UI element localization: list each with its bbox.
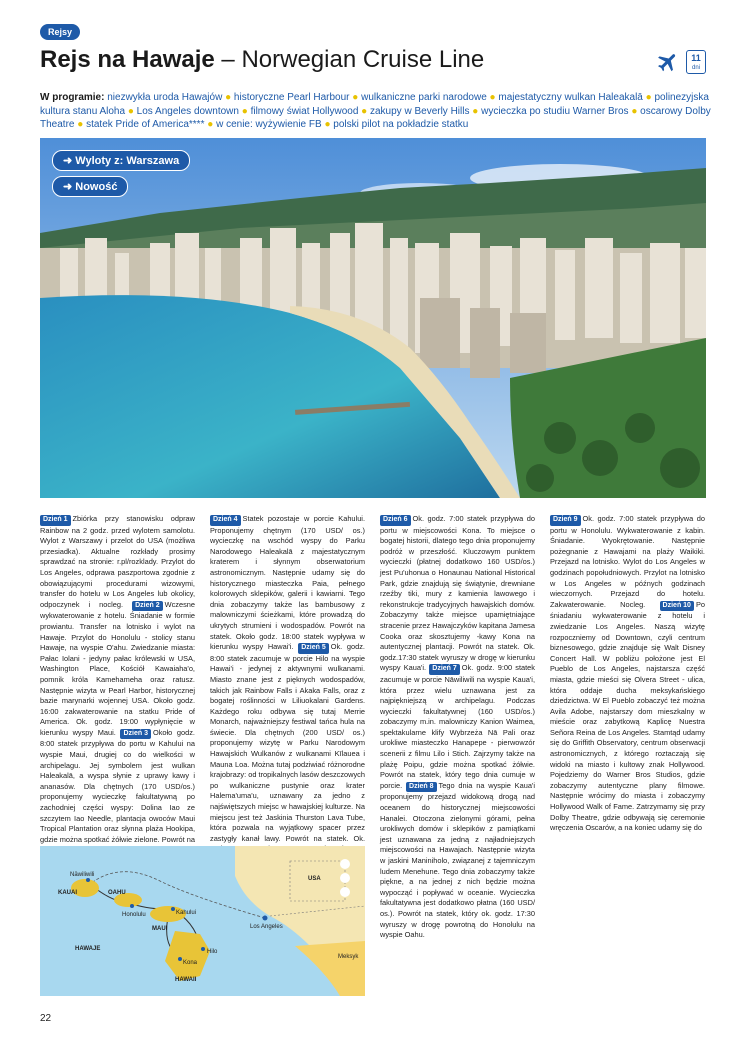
program-item: polski pilot na pokładzie statku [333, 119, 469, 130]
day-badge: Dzień 4 [210, 515, 241, 526]
program-item: Los Angeles downtown [136, 105, 239, 117]
program-item: w cenie: wyżywienie FB [216, 119, 322, 130]
itinerary-column [550, 514, 705, 1014]
map-label: MAUI [152, 926, 168, 932]
hawaii-route-map [40, 846, 365, 996]
map-label: Nāwiliwili [70, 872, 95, 878]
day-badge: Dzień 2 [132, 601, 163, 612]
map-label: Honolulu [122, 912, 146, 918]
day-text: Po śniadaniu wykwaterowanie z hotelu i zwiedzanie Los Angeles. Naszą wizytę rozpoczniemy od Downtown, czyli centrum biznesowego, gdzie znajduje się Walt Disney Concert Hall. W pobliżu położone jest El Pueblo de Los Angeles, najstarsza część miasta, gdzie mieści się Olvera Street - ulica, która oddaje ducha meksykańskiego dziedzictwa. W El Pueblo zobaczyć też można Avila Adobe, najstarszy dom mieszkalny w mieście oraz zabytkową Kaplicę Nuestra Señora Reina de Los Angeles. Stamtąd udamy się do Griffith Observatory, centrum obserwacji astronomicznych, z którego roztaczają się widoki na miasto i kultowy znak Hollywood. Pojedziemy do Warner Bros Studios, gdzie zobaczymy autentyczne plany filmowe. Następnie wrócimy do miasta i zobaczymy Hollywood Walk of Fame. Zatrzymamy się przy Dolby Theatre, gdzie odbywają się ceremonie wręczenia Oscarów, a na koniec udamy się do [550, 599, 705, 833]
page-title [40, 46, 484, 74]
day-text: Ok. godz. 8:00 statek zacumuje w porcie Hilo na wyspie Hawai'i - jedynej z aktywnymi wulkanami. Miasto znane jest z pięknych wodospadów, takich jak Rainbow Falls i Akaka Falls, oraz z bogatej roślinności w Liliuokalani Gardens. Każdego roku odbywa się tutaj Merrie Monarch, najważniejszy festiwal tańca hula na świecie. Dla chętnych (200 USD/ os.) proponujemy wizytę w Parku Narodowym Hawajskich Wulkanów z wulkanami Kīlauea i Mauna Loa. Można tutaj podziwiać różnorodne krajobrazy: od tropikalnych lasów deszczowych po wulkaniczne pustynie oraz krater Halema'uma'u, uznawany za jedno z najświętszych miejsc w hawajskiej kulturze. Na miejscu jest też Jaskinia Thurston Lava Tube, która pozwala na wyjątkowy spacer przez zastygły kanał lawy. Powrót na statek. Ok. [210, 642, 365, 843]
day-text: Ok. godz. 7:00 statek przypływa do portu w miejscowości Kona. To miejsce o bogatej historii, dlatego tego dnia proponujemy podróż w przeszłość. Kluczowym punktem wycieczki (płatnej dodatkowo 160 USD/os.) jest Pu'uhonua o Honaunau National Historical Park, gdzie znajdują się świątynie, drewniane rzeźby tiki, mury z kamienia lawowego i rekonstrukcje tradycyjnych hawajskich domów. Zobaczymy także miejsce upamiętniające stracenie przez Hawajczyków kapitana Jamesa Cooka oraz skosztujemy -kawy Kona na autentycznej plantacji. Powrót na statek. Ok. godz.17:30 statek wyruszy w drogę w kierunku wyspy Kaua'i. [380, 514, 535, 673]
program-label: W programie: [40, 92, 105, 103]
day-badge: Dzień 6 [380, 515, 411, 526]
map-label: Kahului [176, 910, 197, 916]
program-item: niezwykła uroda Hawajów [107, 92, 223, 103]
program-item: oscarowy Dolby Theatre [40, 105, 711, 130]
program-item: historyczne Pearl Harbour [233, 92, 350, 103]
map-label: Meksyk [338, 954, 359, 960]
duration-number: 11 [691, 53, 701, 63]
map-label: Hilo [207, 949, 218, 955]
route-map [40, 846, 365, 996]
program-item: wycieczka po studiu Warner Bros [481, 105, 629, 117]
day-text: Zbiórka przy stanowisku odpraw Rainbow na 2 godz. przed wylotem samolotu. Wylot z Warszawy i przelot do USA (możliwa przesiadka). Aktualne rozkłady prosimy sprawdzać na stronie: r.pl/rozklady. Przylot do Los Angeles, odprawa paszportowa zgodnie z obowiązującymi procedurami wizowymi, transfer do hotelu w Los Angeles lub okolicy, odpoczynek i nocleg. [40, 514, 195, 609]
title-dash: – [214, 46, 242, 73]
map-label: USA [308, 876, 321, 882]
hero-photo [40, 138, 706, 498]
map-label: Kona [183, 960, 198, 966]
day-badge: Dzień 8 [406, 782, 437, 793]
day-text: Ok. godz. 7:00 statek przypływa do portu w Honolulu. Wykwaterowanie z kabin. Śniadanie. Wyokrętowanie. Następnie pożegnanie z Hawajami na plaży Waikiki. Przejazd na lotnisko. Wylot do Los Angeles w godzinach popołudniowych. Przylot na lotnisko w Los Angeles w późnych godzinach wieczornych. Przejazd do hotelu. Zakwaterowanie. Nocleg. [550, 514, 705, 609]
waikiki-skyline-image [40, 138, 706, 498]
program-item: zakupy w Beverly Hills [370, 105, 470, 117]
departures-pill[interactable]: ➜ Wyloty z: Warszawa [52, 150, 190, 171]
program-item: majestatyczny wulkan Haleakalā [498, 92, 643, 103]
itinerary-column [210, 514, 365, 846]
day-badge: Dzień 10 [660, 601, 694, 612]
duration-badge [686, 50, 706, 74]
map-label: KAUAI [58, 890, 77, 896]
trip-meta [656, 50, 706, 74]
day-badge: Dzień 3 [120, 729, 151, 740]
program-item: statek Pride of America**** [86, 119, 205, 130]
day-text: Około godz. 8:00 statek przypływa do portu w Kahului na wyspie Maui, drugiej co do wielkości w archipelagu. Jej symbolem jest wulkan Haleakalā, a wyspa słynie z uprawy kawy i ananasów. Dla chętnych (170 USD/os.) proponujemy wycieczkę fakultatywną po zachodniej części wyspy: Dolina Iao ze szczytem Iao Needle, plantacja owoców Maui Tropical Plantation oraz słynna plaża Hookipa, gdzie można spotkać żółwie zielone. Powrót na [40, 727, 195, 844]
program-item: filmowy świat Hollywood [250, 105, 359, 117]
day-badge: Dzień 1 [40, 515, 71, 526]
program-item: wulkaniczne parki narodowe [361, 92, 487, 103]
airplane-icon [656, 50, 680, 74]
map-label: HAWAJE [75, 946, 101, 952]
day-text: Wczesne wykwaterowanie z hotelu. Śniadanie w formie prowiantu. Transfer na lotnisko i wylot na Hawaje. Przylot do Honolulu - stolicy stanu Hawaje, na wyspie O'ahu. Zwiedzanie miasta: Pałac Iolani - jedyny pałac królewski w USA, Washington Place, Kościół Kawaiaha'o, pomnik króla Kamehameha oraz ratusz. Następnie wizyta w Pearl Harbor, historycznej bazie marynarki wojennej USA. Około godz. 16:00 zakwaterowanie na statku Pride of America. Ok. godz. 19:00 wypłynięcie w kierunku wyspy Maui. [40, 599, 195, 737]
map-label: OAHU [108, 890, 126, 896]
itinerary-column [40, 514, 195, 846]
map-label: HAWAII [175, 977, 197, 983]
day-badge: Dzień 9 [550, 515, 581, 526]
itinerary-column [380, 514, 535, 1014]
day-text: Statek pozostaje w porcie Kahului. Proponujemy chętnym (170 USD/ os.) wycieczkę na wschód wyspy do Parku Narodowego Haleakalā z majestatycznym kraterem i słynnym obserwatorium astronomicznym. Następnie udamy się do historycznego miasteczka Paia, pełnego kolorowych sklepików, galerii i kawiarni. Tego dnia zobaczymy także las bambusowy z malowniczymi ścieżkami, które prowadzą do ukrytych strumieni i wodospadów. Powrót na statek. Około godz. 18:00 statek wypływa w kierunku wyspy Hawai'i. [210, 514, 365, 652]
title-main: Rejs na Hawaje [40, 46, 215, 73]
day-badge: Dzień 5 [298, 643, 329, 654]
duration-unit: dni [691, 65, 700, 71]
page-number: 22 [40, 1013, 52, 1024]
day-text: Tego dnia na wyspie Kaua'i proponujemy przejazd widokową drogą nad oceanem do historycznej miejscowości Hanalei. Otoczona zielonymi górami, pełna urokliwych domów i sklepików z pamiątkami jest uznawana za jedną z najładniejszych miejscowości na Hawajach. Następnie wizyta w jaskini Maniniholo, związanej z tajemniczym ludem Menehune. Tego dnia zobaczymy także piękne, a na jednej z nich będzie można wypocząć i popływać w oceanie. Wycieczka fakultatywna jest dodatkowo płatna (160 USD/ os.). Powrót na statek, który ok. godz. 17:30 wyruszy w drogę powrotną do Honolulu na wyspie Oahu. [380, 780, 535, 940]
program-highlights: W programie: niezwykła uroda Hawajów ● historyczne Pearl Harbour ● wulkaniczne parki narodowe ● majestatyczny wulkan Haleakalā ● polinezyjska kultura stanu Aloha ● Los Angeles downtown ● filmowy świat Hollywood ● zakupy w Beverly Hills ● wycieczka po studiu Warner Bros ● oscarowy Dolby Theatre ● statek Pride of America**** ● w cenie: wyżywienie FB ● polski pilot na pokładzie statku [40, 92, 711, 130]
program-item: polinezyjska kultura stanu Aloha [40, 92, 709, 117]
category-badge[interactable]: Rejsy [40, 24, 80, 40]
title-sub: Norwegian Cruise Line [241, 46, 485, 73]
map-label: Los Angeles [250, 924, 283, 930]
new-pill[interactable]: ➜ Nowość [52, 176, 128, 197]
day-badge: Dzień 7 [429, 664, 460, 675]
day-text: Ok. godz. 9:00 statek zacumuje w porcie Nāwiliwili na wyspie Kaua'i, która przez wielu uznawana jest za najpiękniejszą w archipelagu. Podczas wycieczki fakultatywnej (160 USD/os.) zobaczymy m.in. malowniczy Kanion Waimea, spektakularne klify Wybrzeża Nā Pali oraz urokliwe miasteczko Hanapepe - pierwowzór scenerii z filmu Lilo i Stich. Zajrzymy także na plażę Poipu, gdzie można spotkać żółwie. Powrót na statek, który tego dnia cumuje w porcie. [380, 663, 535, 790]
